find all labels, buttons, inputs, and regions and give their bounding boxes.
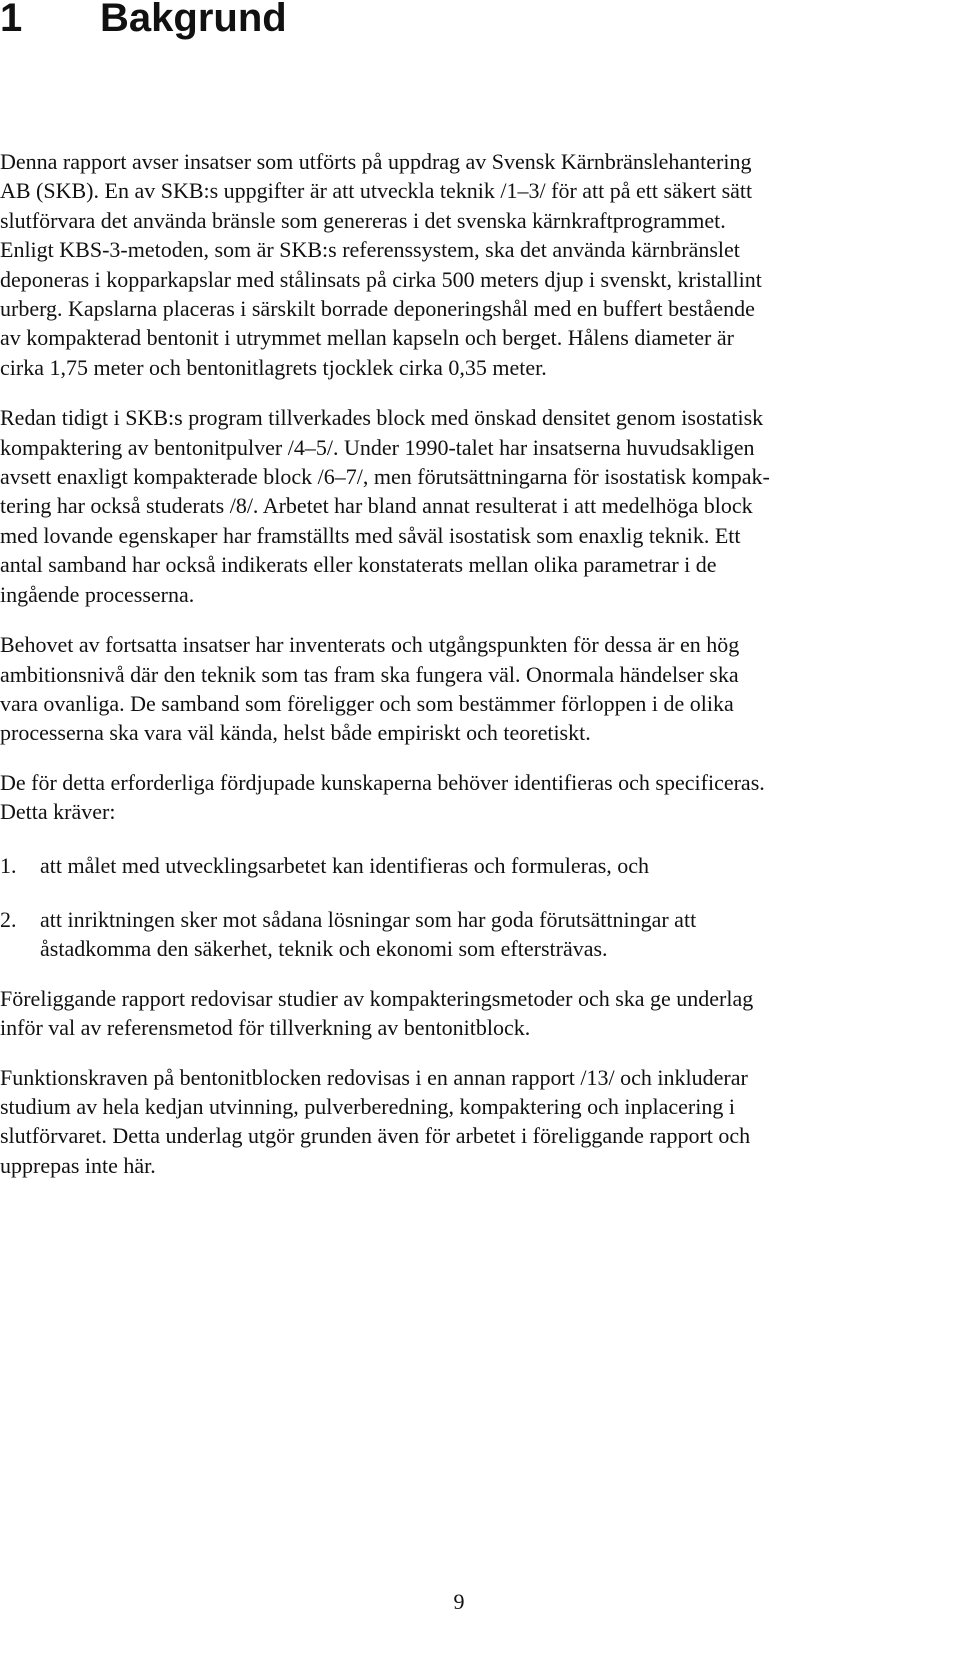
list-item [0,905,952,964]
paragraph-report-scope: Föreliggande rapport redovisar studier av kompakteringsmetoder och ska ge underlag inför val av referensmetod för tillverkning av bentonitblock. [0,985,754,1041]
paragraph-needs: Behovet av fortsatta insatser har inventerats och utgångspunkten för dessa är en hög ambitionsnivå där den teknik som tas fram ska fungera väl. Onormala händelser ska vara ovanliga. De samband som föreligger och som bestämmer förloppen i de olika processerna ska vara väl kända, helst både empiriskt och teoretiskt. [0,632,740,746]
paragraph-history: Redan tidigt i SKB:s program tillverkades block med önskad densitet genom isostatisk kompaktering av bentonitpulver /4–5/. Under 1990-talet har insatserna huvudsakligen avsett enaxligt kompakterade block /6–7/, men förutsättningarna för isostatisk kompak- tering har också studerats /8/. Arbetet har bland annat resulterat i att medelhöga block med lovande egenskaper har framställts med såväl isostatisk som enaxlig teknik. Ett antal samband har också indikerats eller konstaterats mellan olika parametrar i de ingående processerna. [0,405,770,607]
body-text [0,147,952,1200]
section-heading [0,0,287,42]
section-number: 1 [0,0,23,40]
paragraph-intro: Denna rapport avser insatser som utförts på uppdrag av Svensk Kärnbränslehantering AB (SKB). En av SKB:s uppgifter är att utveckla teknik /1–3/ för att på ett säkert sätt slutförvara det använda bränsle som genereras i det svenska kärnkraftprogrammet. Enligt KBS-3-metoden, som är SKB:s referenssystem, ska det använda kärnbränslet deponeras i kopparkapslar med stålinsats på cirka 500 meters djup i svenskt, kristallint urberg. Kapslarna placeras i särskilt borrade deponeringshål med en buffert bestående av kompakterad bentonit i utrymmet mellan kapseln och berget. Hålens diameter är cirka 1,75 meter och bentonitlagrets tjocklek cirka 0,35 meter. [0,149,762,380]
page-number: 9 [453,1589,465,1614]
list-marker: 1. [0,852,17,878]
paragraph-requirements: De för detta erforderliga fördjupade kunskaperna behöver identifieras och specificeras. Detta kräver: [0,769,765,825]
section-title: Bakgrund [100,0,287,40]
paragraph-function-requirements: Funktionskraven på bentonitblocken redovisas i en annan rapport /13/ och inkluderar studium av hela kedjan utvinning, pulverberedning, kompaktering och inplacering i slutförvaret. Detta underlag utgör grunden även för arbetet i föreliggande rapport och upprepas inte här. [0,1064,751,1178]
list-item [0,851,952,880]
requirements-list [0,851,952,964]
list-item-text: att inriktningen sker mot sådana lösningar som har goda förutsättningar att åstadkomma den säkerhet, teknik och ekonomi som eftersträvas. [40,906,697,962]
list-item-text: att målet med utvecklingsarbetet kan identifieras och formuleras, och [40,852,650,878]
list-marker: 2. [0,906,17,932]
